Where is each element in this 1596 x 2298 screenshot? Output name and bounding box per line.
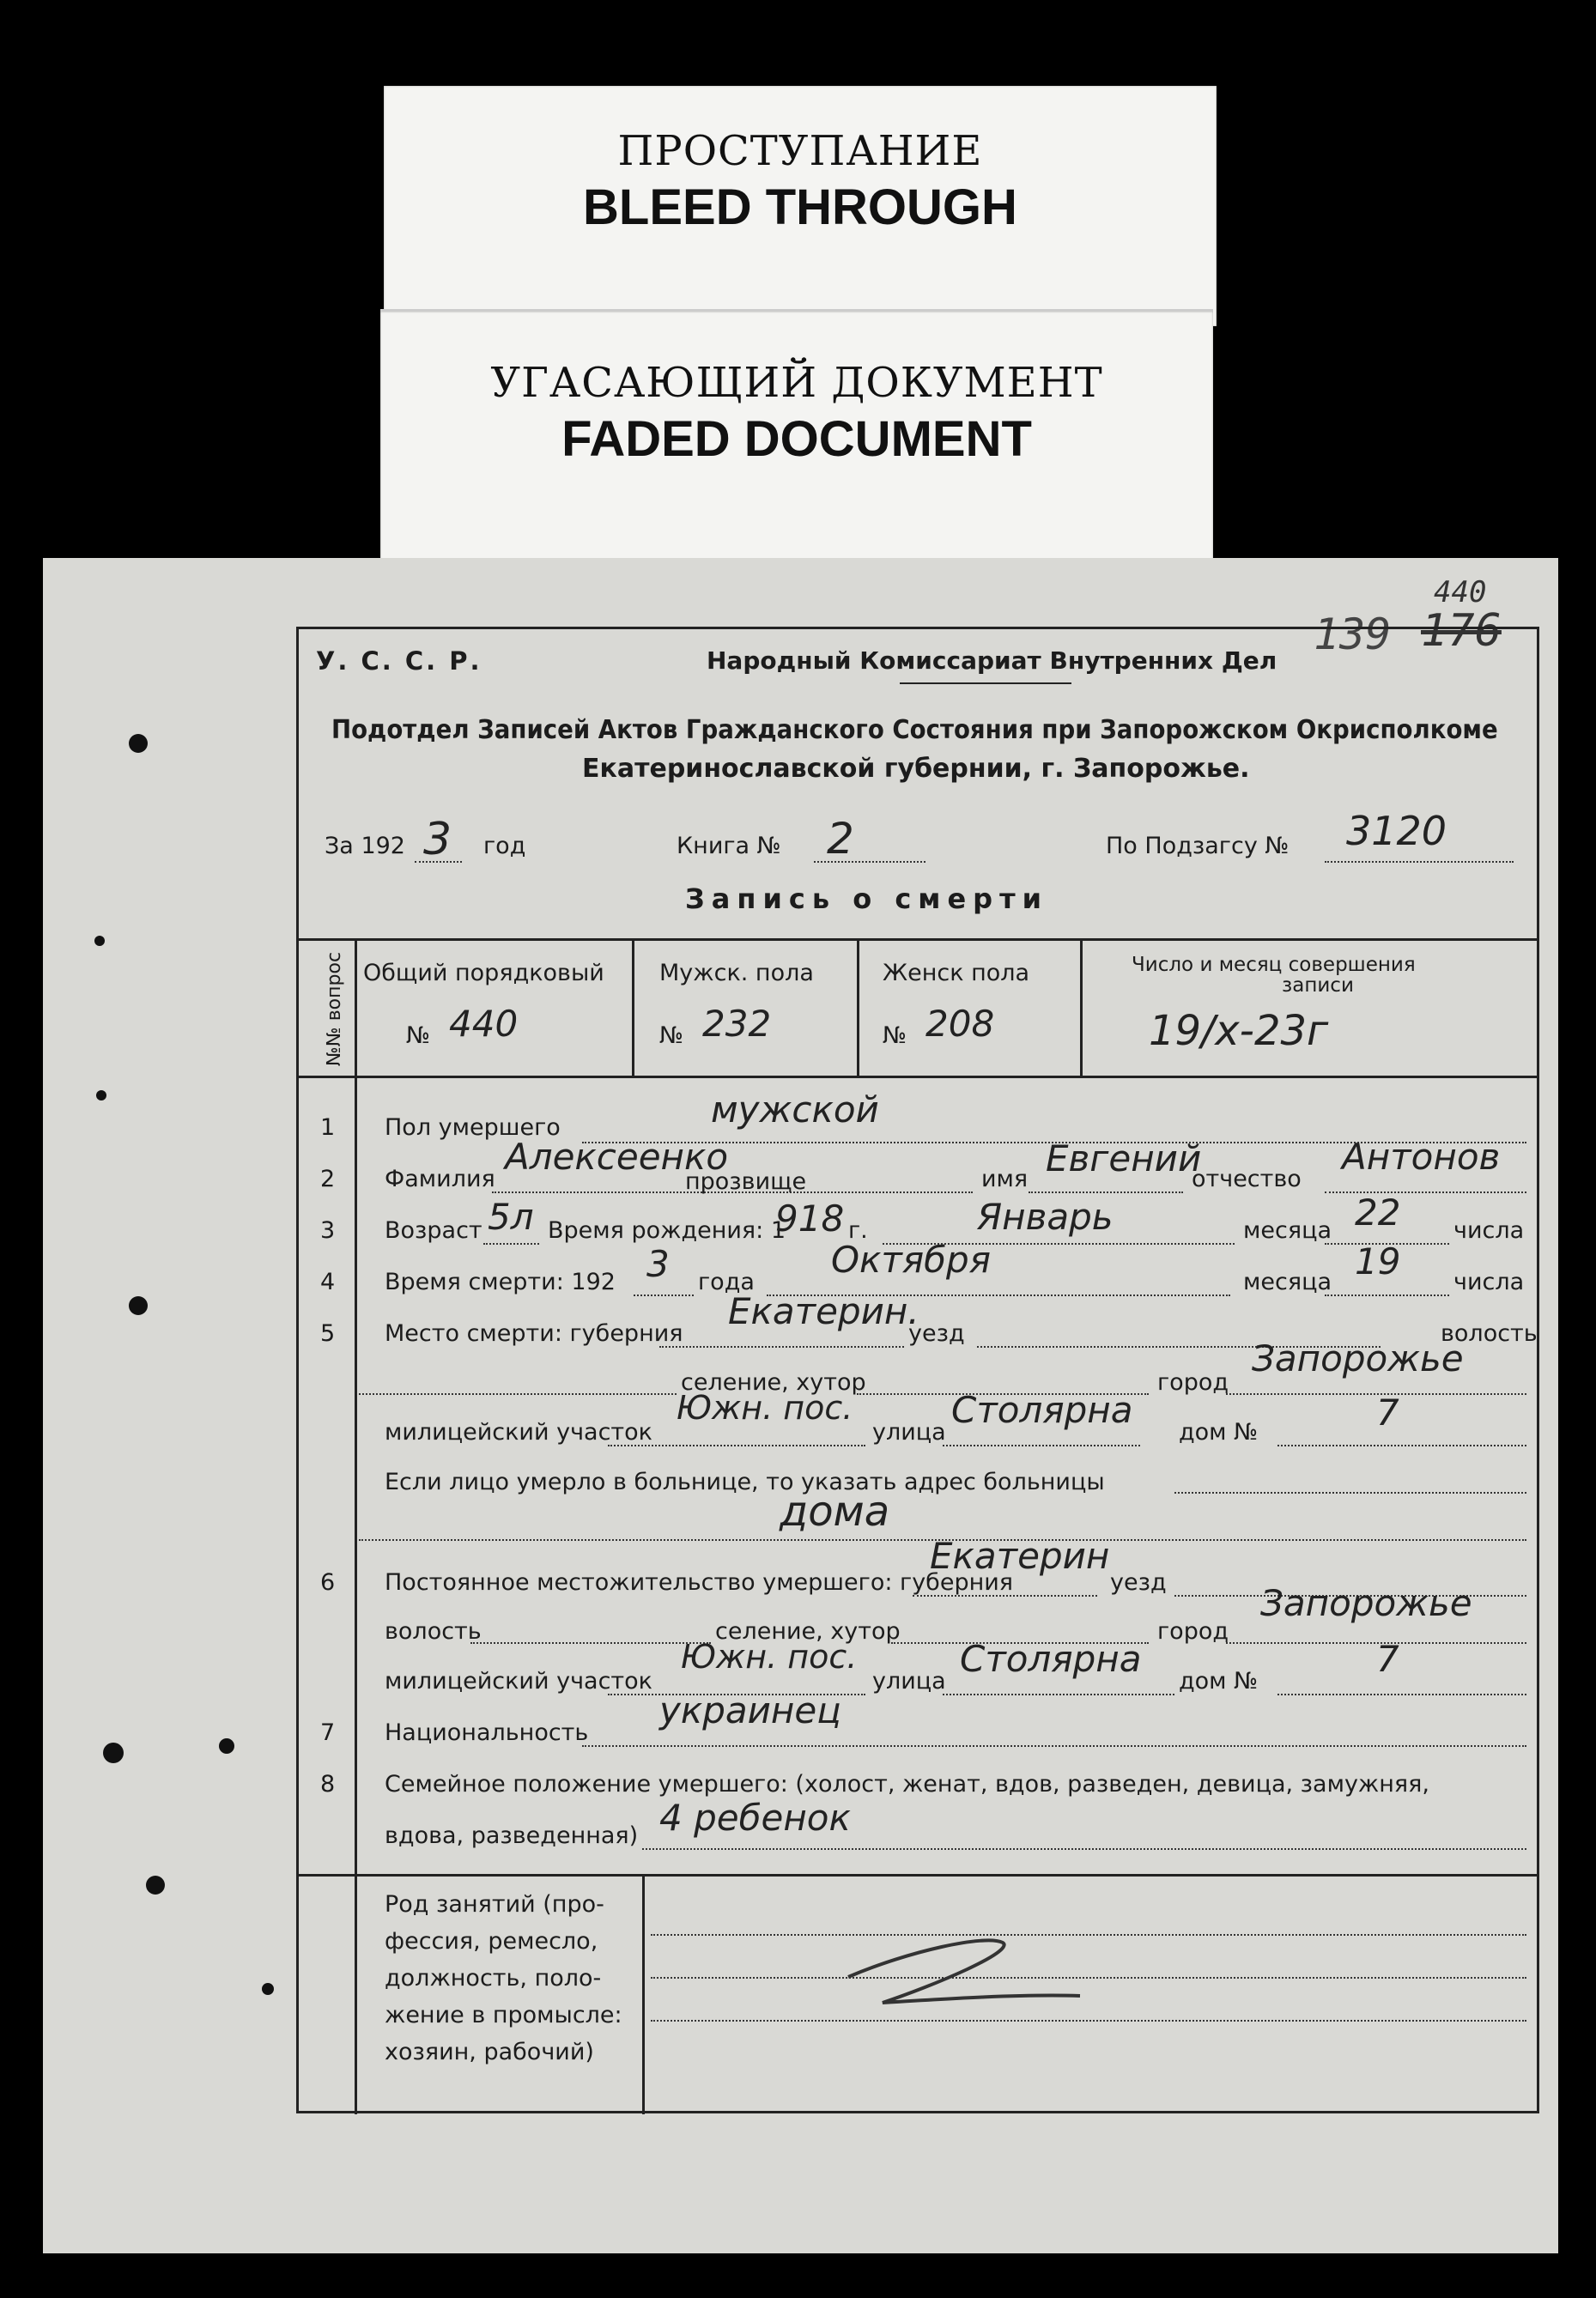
- age-value: 5л: [488, 1196, 534, 1238]
- sheet-number-old: 176: [1421, 605, 1502, 657]
- nationality-value: украинец: [659, 1689, 841, 1731]
- residence-volost-label: волость: [385, 1618, 482, 1645]
- row-number: 5: [320, 1320, 336, 1347]
- male-count-value: 232: [702, 1003, 772, 1045]
- general-number-label: Общий порядковый: [363, 960, 604, 986]
- female-count-no: №: [883, 1022, 907, 1049]
- marital-label: Семейное положение умершего: (холост, женат, вдов, разведен, девица, замужняя,: [385, 1771, 1429, 1798]
- department-line-1: Подотдел Записей Актов Гражданского Состояния при Запорожском Окрисполкоме: [331, 715, 1498, 745]
- subzags-underline: [1325, 861, 1514, 863]
- occupation-dash-mark: [831, 1917, 1089, 2011]
- death-police-value: Южн. пос.: [677, 1389, 853, 1427]
- residence-village-label: селение, хутор: [715, 1618, 901, 1645]
- birth-label: Время рождения: 1: [548, 1217, 786, 1244]
- bleed-through-ru: ПРОСТУПАНИЕ: [617, 127, 983, 175]
- sex-label: Пол умершего: [385, 1114, 561, 1141]
- female-count-value: 208: [925, 1003, 995, 1045]
- birth-year-suffix: г.: [848, 1217, 868, 1244]
- residence-volost-underline: [470, 1642, 711, 1644]
- nationality-label: Национальность: [385, 1719, 589, 1746]
- bleed-through-en: BLEED THROUGH: [583, 179, 1017, 235]
- ministry-label: Народный Комиссариат Внутренних Дел: [707, 646, 1277, 675]
- death-time-label: Время смерти: 192: [385, 1269, 616, 1295]
- counts-top-border: [299, 938, 1537, 941]
- first-name-value: Евгений: [1046, 1137, 1202, 1179]
- residence-police-label: милицейский участок: [385, 1668, 652, 1695]
- residence-house-value: 7: [1376, 1638, 1399, 1680]
- male-count-no: №: [659, 1022, 684, 1049]
- death-day-label: числа: [1453, 1269, 1525, 1295]
- death-year-underline: [634, 1295, 694, 1296]
- row-number: 4: [320, 1269, 336, 1295]
- record-title: Запись о смерти: [685, 882, 1049, 915]
- year-value: 3: [423, 814, 452, 865]
- death-volost-label: волость: [1441, 1320, 1538, 1347]
- occupation-label-3: должность, поло-: [385, 1965, 602, 1992]
- birth-day-label: числа: [1453, 1217, 1525, 1244]
- punch-hole: [219, 1738, 234, 1754]
- book-label: Книга №: [677, 833, 781, 859]
- occupation-label-1: Род занятий (про-: [385, 1891, 604, 1918]
- birth-year-value: 918: [775, 1198, 845, 1240]
- residence-province-value: Екатерин: [930, 1535, 1110, 1577]
- marital-value: 4 ребенок: [659, 1797, 851, 1839]
- age-underline: [483, 1243, 539, 1245]
- death-record-page: [43, 558, 1558, 2253]
- death-street-value: Столярна: [951, 1389, 1133, 1431]
- male-count-label: Мужск. пола: [659, 960, 814, 986]
- punch-hole: [94, 936, 105, 946]
- punch-hole: [146, 1876, 165, 1895]
- occupation-label-5: хозяин, рабочий): [385, 2039, 594, 2065]
- occupation-label-4: жение в промысле:: [385, 2002, 622, 2028]
- birth-month-label: месяца: [1243, 1217, 1332, 1244]
- occupation-label-2: фессия, ремесло,: [385, 1928, 598, 1955]
- death-record-form: [296, 627, 1539, 2113]
- general-number-value: 440: [449, 1003, 519, 1045]
- death-day-value: 19: [1355, 1240, 1401, 1282]
- death-house-underline: [1277, 1445, 1526, 1446]
- surname-label: Фамилия: [385, 1166, 495, 1192]
- death-month-value: Октября: [831, 1239, 991, 1281]
- ussr-label: У. С. С. Р.: [316, 646, 482, 676]
- row-number: 7: [320, 1719, 336, 1746]
- first-name-label: имя: [981, 1166, 1029, 1192]
- occupation-line: [651, 1977, 1526, 1979]
- faded-document-note: [380, 309, 1213, 569]
- death-house-label: дом №: [1179, 1419, 1259, 1446]
- general-number-no: №: [406, 1022, 431, 1049]
- residence-label: Постоянное местожительство умершего: губерния: [385, 1569, 1014, 1596]
- birth-day-value: 22: [1355, 1191, 1401, 1234]
- marital-underline: [642, 1848, 1526, 1850]
- first-name-underline: [1029, 1191, 1183, 1193]
- year-suffix: год: [483, 833, 526, 859]
- death-province-underline: [659, 1346, 904, 1348]
- residence-city-label: город: [1157, 1618, 1229, 1645]
- death-police-label: милицейский участок: [385, 1419, 652, 1446]
- occupation-top-border: [299, 1874, 1537, 1877]
- residence-street-label: улица: [872, 1668, 946, 1695]
- department-line-2: Екатеринославской губернии, г. Запорожье.: [582, 754, 1250, 784]
- residence-uezd-label: уезд: [1110, 1569, 1167, 1596]
- row-number: 6: [320, 1569, 336, 1596]
- death-house-value: 7: [1376, 1392, 1399, 1434]
- residence-street-underline: [943, 1694, 1174, 1695]
- death-volost-underline: [359, 1393, 677, 1395]
- sheet-number-new: 440: [1434, 575, 1487, 609]
- hospital-underline: [1174, 1492, 1526, 1494]
- hospital-value: дома: [780, 1488, 890, 1536]
- death-month-label: месяца: [1243, 1269, 1332, 1295]
- punch-hole: [129, 734, 148, 753]
- punch-hole: [262, 1983, 274, 1995]
- residence-street-value: Столярна: [960, 1638, 1142, 1680]
- occupation-divider: [642, 1874, 645, 2114]
- patronymic-label: отчество: [1192, 1166, 1302, 1192]
- sex-value: мужской: [711, 1088, 879, 1131]
- bleed-through-note: [384, 86, 1217, 326]
- residence-house-label: дом №: [1179, 1668, 1259, 1695]
- occupation-line: [651, 1934, 1526, 1936]
- residence-city-value: Запорожье: [1260, 1582, 1472, 1624]
- nationality-underline: [582, 1745, 1526, 1747]
- death-place-label: Место смерти: губерния: [385, 1320, 683, 1347]
- col-divider: [632, 938, 634, 1076]
- residence-police-value: Южн. пос.: [681, 1638, 858, 1676]
- marital-label-2: вдова, разведенная): [385, 1822, 639, 1849]
- death-day-underline: [1325, 1295, 1449, 1296]
- hospital-label: Если лицо умерло в больнице, то указать адрес больницы: [385, 1469, 1105, 1495]
- col-divider: [1080, 938, 1083, 1076]
- punch-hole: [129, 1296, 148, 1315]
- surname-value: Алексеенко: [505, 1136, 729, 1178]
- record-date-label-2: записи: [1282, 974, 1354, 997]
- residence-house-underline: [1277, 1694, 1526, 1695]
- death-police-underline: [608, 1445, 865, 1446]
- punch-hole: [96, 1090, 106, 1100]
- row-number: 3: [320, 1217, 336, 1244]
- faded-document-ru: УГАСАЮЩИЙ ДОКУМЕНТ: [490, 359, 1103, 407]
- age-label: Возраст: [385, 1217, 482, 1244]
- death-city-label: город: [1157, 1369, 1229, 1396]
- death-village-label: селение, хутор: [681, 1369, 866, 1396]
- subzags-value: 3120: [1346, 808, 1447, 854]
- female-count-label: Женск пола: [883, 960, 1030, 986]
- nickname-label: прозвище: [685, 1168, 807, 1195]
- row-number: 1: [320, 1114, 336, 1141]
- death-year-value: 3: [646, 1243, 670, 1285]
- death-year-suffix: года: [698, 1269, 755, 1295]
- col-divider: [857, 938, 859, 1076]
- death-city-value: Запорожье: [1252, 1337, 1464, 1379]
- row-number: 8: [320, 1771, 336, 1798]
- ministry-underline: [900, 682, 1071, 684]
- death-street-underline: [943, 1445, 1140, 1446]
- book-value: 2: [827, 814, 854, 864]
- question-number-header: №№ вопрос: [324, 951, 346, 1067]
- record-date-value: 19/x-23г: [1149, 1007, 1329, 1055]
- faded-document-en: FADED DOCUMENT: [561, 411, 1032, 467]
- punch-hole: [103, 1743, 124, 1763]
- occupation-line: [651, 2020, 1526, 2022]
- death-province-value: Екатерин.: [728, 1290, 919, 1332]
- counts-bottom-border: [299, 1076, 1537, 1078]
- birth-month-value: Январь: [977, 1196, 1114, 1238]
- residence-province-underline: [913, 1595, 1097, 1597]
- subzags-label: По Подзагсу №: [1106, 833, 1290, 859]
- patronymic-value: Антонов: [1342, 1136, 1501, 1178]
- year-label: За 192: [325, 833, 405, 859]
- col-divider: [355, 938, 357, 2114]
- sheet-stamp: 139: [1314, 609, 1392, 659]
- death-uezd-label: уезд: [908, 1320, 965, 1347]
- record-date-label-1: Число и месяц совершения: [1132, 954, 1416, 976]
- death-street-label: улица: [872, 1419, 946, 1446]
- row-number: 2: [320, 1166, 336, 1192]
